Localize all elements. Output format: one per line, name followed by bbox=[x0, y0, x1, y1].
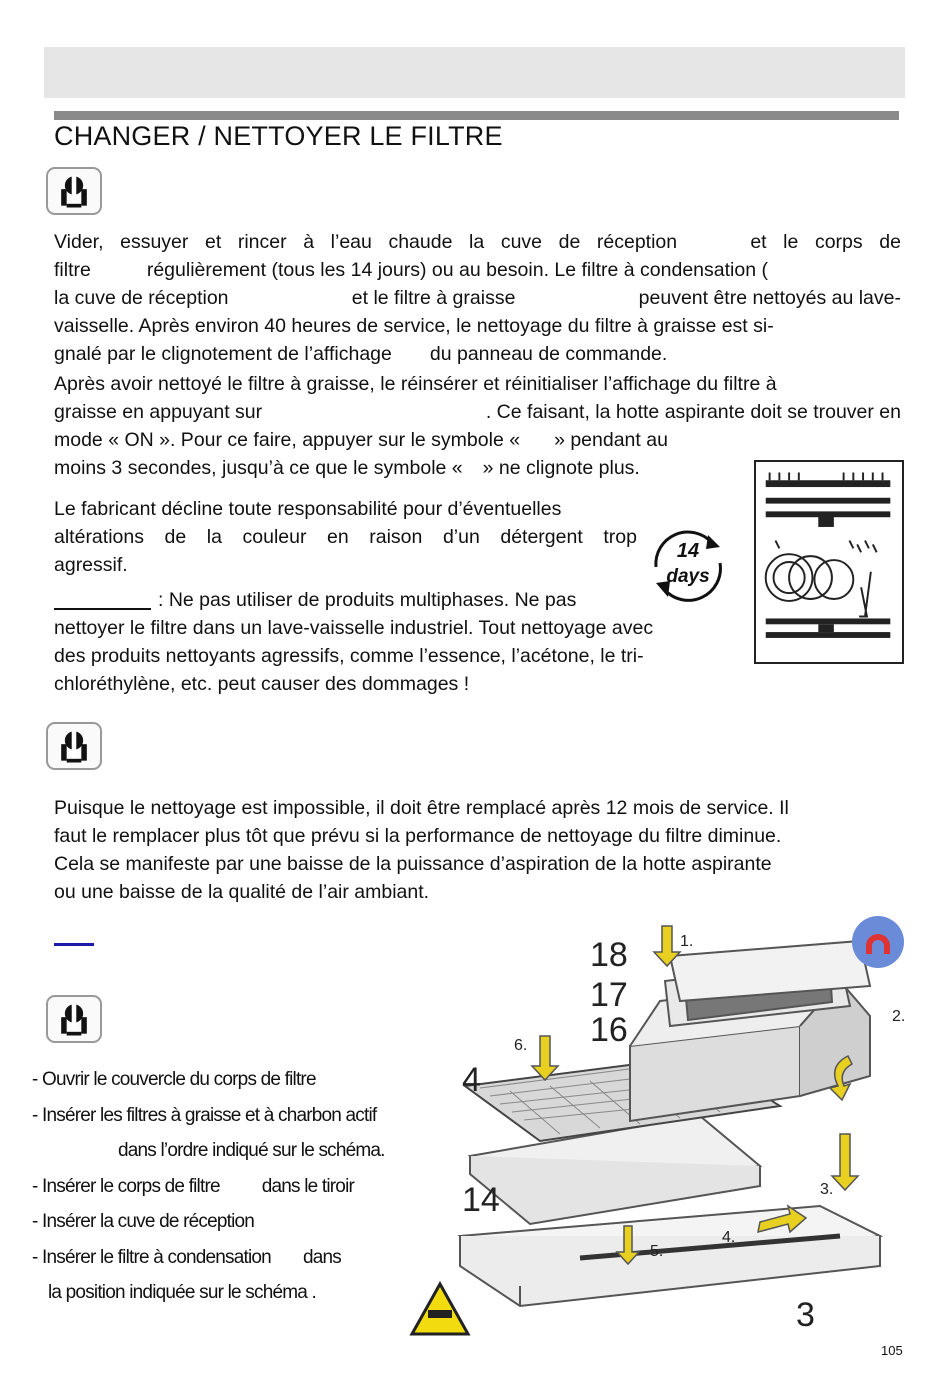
dishwasher-image bbox=[754, 460, 904, 664]
svg-text:4: 4 bbox=[462, 1061, 481, 1099]
svg-text:18: 18 bbox=[590, 936, 628, 974]
list-item: - Insérer les filtres à graisse et à charbon actif bbox=[32, 1104, 377, 1126]
svg-text:1.: 1. bbox=[680, 933, 694, 950]
warning-text: : Ne pas utiliser de produits multiphases. Ne pas nettoyer le filtre dans un lave-vaisselle industriel. Tout nettoyage avec des produits nettoyants agressifs, comme l’essence, l’acétone, le tri- chloréthylène, etc. peut causer des dommages ! bbox=[54, 589, 654, 695]
svg-text:14: 14 bbox=[676, 540, 700, 562]
list-item: la position indiquée sur le schéma . bbox=[48, 1282, 316, 1303]
svg-text:days: days bbox=[666, 566, 710, 587]
section1-text bbox=[54, 228, 901, 482]
filter-assembly-diagram bbox=[400, 906, 910, 1342]
svg-text:14: 14 bbox=[462, 1181, 500, 1219]
svg-text:16: 16 bbox=[590, 1011, 628, 1049]
list-item: - Insérer la cuve de réception bbox=[32, 1211, 255, 1232]
svg-text:3.: 3. bbox=[820, 1181, 834, 1198]
list-item: - Ouvrir le couvercle du corps de filtre bbox=[32, 1069, 316, 1090]
svg-text:3: 3 bbox=[796, 1296, 815, 1334]
text-line: la cuve de réception et le filtre à graisse peuvent être nettoyés au lave- bbox=[54, 287, 901, 309]
list-item: - Insérer le filtre à condensation dans bbox=[32, 1246, 341, 1268]
header-bar bbox=[44, 47, 905, 98]
svg-text:17: 17 bbox=[590, 976, 628, 1014]
svg-text:5.: 5. bbox=[650, 1243, 664, 1260]
text-line: Après avoir nettoyé le filtre à graisse, le réinsérer et réinitialiser l’affichage du filtre à bbox=[54, 373, 777, 395]
title-rule bbox=[54, 111, 899, 120]
text-line: vaisselle. Après environ 40 heures de service, le nettoyage du filtre à graisse est si- bbox=[54, 315, 774, 337]
text-line: gnalé par le clignotement de l’affichage du panneau de commande. bbox=[54, 343, 668, 365]
info-icon bbox=[46, 995, 102, 1043]
text-line: graisse en appuyant sur . Ce faisant, la hotte aspirante doit se trouver en bbox=[54, 401, 901, 423]
text-line: Vider, essuyer et rincer à l’eau chaude la cuve de réception et le corps de bbox=[54, 231, 901, 253]
text-line: filtre régulièrement (tous les 14 jours) ou au besoin. Le filtre à condensation ( bbox=[54, 259, 768, 281]
text-line: mode « ON ». Pour ce faire, appuyer sur le symbole « » pendant au bbox=[54, 429, 668, 451]
link-underline bbox=[54, 943, 94, 946]
svg-text:6.: 6. bbox=[514, 1037, 528, 1054]
list-item: - Insérer le corps de filtre dans le tiroir bbox=[32, 1175, 355, 1197]
page-title: CHANGER / NETTOYER LE FILTRE bbox=[54, 121, 503, 151]
svg-text:2.: 2. bbox=[892, 1008, 906, 1025]
info-icon bbox=[46, 167, 102, 215]
list-item: dans l’ordre indiqué sur le schéma. bbox=[118, 1140, 385, 1161]
svg-text:4.: 4. bbox=[722, 1229, 736, 1246]
steps-list bbox=[32, 1062, 385, 1311]
info-icon bbox=[46, 722, 102, 770]
page-number: 105 bbox=[881, 1343, 903, 1358]
text-line: moins 3 secondes, jusqu’à ce que le symbole « » ne clignote plus. bbox=[54, 457, 640, 479]
liability-text: Le fabricant décline toute responsabilité pour d’éventuelles altérations de la couleur en raison d’un détergent trop agressif. bbox=[54, 498, 637, 576]
section2-text: Puisque le nettoyage est impossible, il doit être remplacé après 12 mois de service. Il faut le remplacer plus tôt que prévu si la performance de nettoyage du filtre diminue. Cela se manifeste par une baisse de la puissance d’aspiration de la hotte aspirante ou une baisse de la qualité de l’air ambiant. bbox=[54, 797, 789, 903]
